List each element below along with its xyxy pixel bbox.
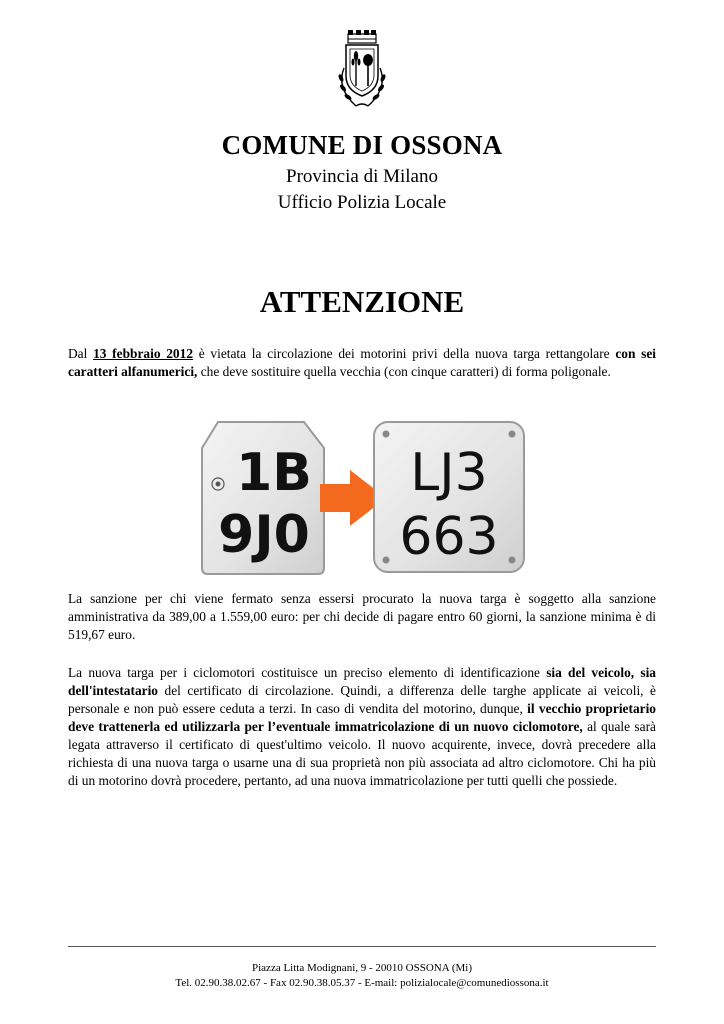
new-plate-line2: 663 (399, 507, 499, 567)
province-subtitle: Provincia di Milano (286, 166, 438, 187)
paragraph-details: La nuova targa per i ciclomotori costituisce un preciso elemento di identificazione sia del veicolo, sia dell'intestatario del certificato di circolazione. Quindi, a differenza delle targhe applicate ai veicoli, è personale e non può essere ceduta a terzi. In caso di vendita del motorino, dunque, il vecchio proprietario deve trattenerla ed utilizzarla per l’eventuale immatricolazione di un nuovo ciclomotore, al quale sarà legata attraverso il certificato di quest'ultimo veicolo. Il nuovo acquirente, invece, dovrà precedere alla richiesta di una nuova targa o usarne una di sua proprietà non più associata ad altro ciclomotore. Chi ha più di un motorino dovrà procedere, pertanto, ad una nuova immatricolazione per tutti quelli che possiede. (68, 665, 656, 788)
coat-of-arms-icon (330, 28, 394, 114)
footer-address: Piazza Litta Modignani, 9 - 20010 OSSONA (Mi) (252, 962, 472, 974)
paragraph-intro: Dal 13 febbraio 2012 è vietata la circolazione dei motorini privi della nuova targa rettangolare con sei caratteri alfanumerici, che deve sostituire quella vecchia (con cinque caratteri) di forma poligonale. (68, 346, 657, 379)
old-plate-line2: 9J0 (218, 505, 310, 565)
paragraph-sanctions: La sanzione per chi viene fermato senza essersi procurato la nuova targa è soggetto alla sanzione amministrativa da 389,00 a 1.559,00 euro: per chi decide di pagare entro 60 giorni, la sanzione minima è di 519,67 euro. (68, 591, 656, 642)
new-plate (374, 422, 524, 572)
new-plate-line1: LJ3 (410, 443, 488, 503)
old-plate-line1: 1B (236, 443, 312, 503)
municipality-title: COMUNE DI OSSONA (221, 130, 503, 160)
footer-divider (68, 946, 656, 947)
license-plates-image (200, 418, 528, 576)
effective-date: 13 febbraio 2012 (93, 346, 194, 361)
office-subtitle: Ufficio Polizia Locale (277, 192, 447, 213)
footer-contacts: Tel. 02.90.38.02.67 - Fax 02.90.38.05.37 - E-mail: polizialocale@comunediossona.it (175, 977, 549, 989)
old-plate (202, 422, 324, 574)
notice-heading: ATTENZIONE (259, 284, 465, 319)
